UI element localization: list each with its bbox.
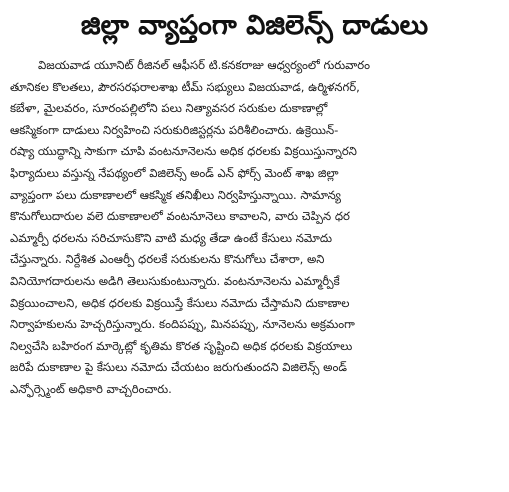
body-line: కబేళా, మైలవరం, సూరంపల్లిలోని పలు నిత్యావసర సరుకుల దుకాణాల్లో: [10, 101, 328, 116]
body-line: ఎన్ఫోర్స్మెంట్ అధికారి వాచ్చరించారు.: [10, 381, 172, 396]
body-line: తూనికల కొలతలు, పౌరసరఫరాలశాఖ టీమ్ సభ్యులు విజయవాడ, ఉర్మిళనగర్,: [10, 79, 360, 94]
body-line: చేస్తున్నారు. నిర్దేశిత ఎంఆర్పీ ధరలకే సరుకులను కొనుగోలు చేశారా, అని: [10, 252, 325, 267]
body-line: నిర్వాహకులను హెచ్చరిస్తున్నారు. కందిపప్పు, మినపప్పు, నూనెలను అక్రమంగా: [10, 317, 355, 332]
body-line: వ్యాప్తంగా పలు దుకాణాలలో ఆకస్మిక తనిఖీలు నిర్వహిస్తున్నాయి. సామాన్య: [10, 187, 341, 202]
body-line: ఆకస్మికంగా దాడులు నిర్వహించి సరుకురిజిస్టర్లను పరిశీలించారు. ఉక్రెయిన్-: [10, 122, 339, 137]
body-line: విజయవాడ యూనిట్ రీజినల్ ఆఫీసర్ టి.కనకరాజు ఆధ్వర్యంలో గురువారం: [38, 58, 371, 72]
body-line: నిల్వచేసి బహిరంగ మార్కెట్లో కృతిమ కొరత సృష్టించి అధిక ధరలకు విక్రయాలు: [10, 338, 353, 353]
body-line: జరిపే దుకాణాల పై కేసులు నమోదు చేయటం జరుగుతుందని విజిలెన్స్ అండ్: [10, 360, 347, 375]
body-line: ఫిర్యాదులు వస్తున్న నేపథ్యంలో విజిలెన్స్ అండ్ ఎన్ ఫోర్స్ మెంట్ శాఖ జిల్లా: [10, 165, 339, 180]
body-line: వినియోగదారులను అడిగి తెలుసుకుంటున్నారు. వంటనూనెలను ఎమ్మార్పీకే: [10, 273, 340, 288]
body-line: విక్రయించాలని, అధిక ధరలకు విక్రయిస్తే కేసులు నమోదు చేస్తామని దుకాణాల: [10, 295, 350, 310]
headline: జిల్లా వ్యాప్తంగా విజిలెన్స్ దాడులు: [80, 10, 429, 41]
body-line: కొనుగోలుదారుల వలె దుకాణాలలో వంటనూనెలు కావాలని, వారు చెప్పిన ధర: [10, 209, 350, 224]
body-line: రష్యా యుద్ధాన్ని సాకుగా చూపి వంటనూనెలను అధిక ధరలకు విక్రయిస్తున్నారని: [10, 144, 357, 159]
body-line: ఎమ్మార్పీ ధరలను సరిచూసుకొని వాటి మధ్య తేడా ఉంటే కేసులు నమోదు: [10, 230, 333, 245]
article-body: [10, 55, 506, 401]
